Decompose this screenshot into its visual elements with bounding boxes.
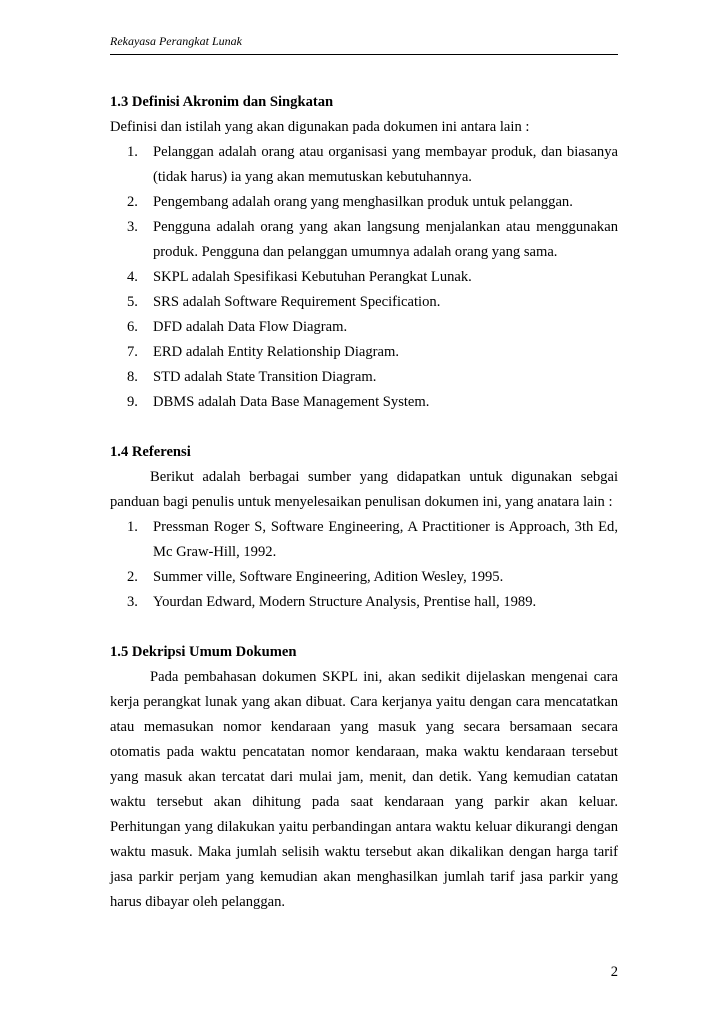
list-number: 8. [127,369,138,385]
list-text: Pengguna adalah orang yang akan langsung menjalankan atau menggunakan produk. Pengguna dan pelanggan umumnya adalah orang yang sama. [153,219,618,260]
list-text: Pelanggan adalah orang atau organisasi yang membayar produk, dan biasanya (tidak harus) ia yang akan memutuskan kebutuhannya. [153,144,618,185]
list-text: ERD adalah Entity Relationship Diagram. [153,344,400,360]
list-item [110,515,618,565]
list-item [110,190,618,215]
list-number: 4. [127,269,138,285]
list-text: SRS adalah Software Requirement Specification. [153,294,441,310]
list-text: Pressman Roger S, Software Engineering, A Practitioner is Approach, 3th Ed, Mc Graw-Hill, 1992. [153,519,618,560]
acronym-list [110,140,618,415]
list-number: 3. [127,594,138,610]
list-item [110,140,618,190]
list-text: SKPL adalah Spesifikasi Kebutuhan Perangkat Lunak. [153,269,472,285]
list-text: DBMS adalah Data Base Management System. [153,394,430,410]
list-number: 1. [127,144,138,160]
page-number: 2 [610,964,618,980]
section-1-5-body: Pada pembahasan dokumen SKPL ini, akan sedikit dijelaskan mengenai cara kerja perangkat lunak yang akan dibuat. Cara kerjanya yaitu dengan cara mencatatkan atau memasukan nomor kendaraan yang masuk yang secara bersamaan secara otomatis pada waktu pencatatan nomor kendaraan, maka waktu kendaraan tersebut yang masuk akan tercatat dari mulai jam, menit, dan detik. Yang kemudian catatan waktu tersebut akan dihitung pada saat kendaraan yang parkir akan keluar. Perhitungan yang dilakukan yaitu perbandingan antara waktu keluar dikurangi dengan waktu masuk. Maka jumlah selisih waktu tersebut akan dikalikan dengan harga tarif jasa parkir perjam yang kemudian akan menghasilkan jumlah tarif jasa parkir yang harus dibayar oleh pelanggan. [110,669,618,910]
list-number: 3. [127,219,138,235]
list-number: 6. [127,319,138,335]
list-number: 1. [127,519,138,535]
list-item [110,215,618,265]
list-number: 5. [127,294,138,310]
list-text: Summer ville, Software Engineering, Adition Wesley, 1995. [153,569,504,585]
list-item [110,590,618,615]
list-item [110,390,618,415]
reference-list [110,515,618,615]
section-1-3-intro: Definisi dan istilah yang akan digunakan pada dokumen ini antara lain : [110,119,530,135]
list-item [110,565,618,590]
running-header [110,34,618,55]
section-heading-1-4: 1.4 Referensi [110,444,191,460]
list-text: STD adalah State Transition Diagram. [153,369,377,385]
list-number: 7. [127,344,138,360]
document-body [110,90,618,915]
list-text: Pengembang adalah orang yang menghasilkan produk untuk pelanggan. [153,194,573,210]
section-heading-1-5: 1.5 Dekripsi Umum Dokumen [110,644,297,660]
list-item [110,290,618,315]
list-text: Yourdan Edward, Modern Structure Analysis, Prentise hall, 1989. [153,594,537,610]
section-heading-1-3: 1.3 Definisi Akronim dan Singkatan [110,94,334,110]
header-title: Rekayasa Perangkat Lunak [110,34,242,48]
section-1-4-intro: Berikut adalah berbagai sumber yang didapatkan untuk digunakan sebgai panduan bagi penulis untuk menyelesaikan penulisan dokumen ini, yang anatara lain : [110,469,618,510]
list-item [110,340,618,365]
list-text: DFD adalah Data Flow Diagram. [153,319,348,335]
list-number: 9. [127,394,138,410]
list-item [110,365,618,390]
list-number: 2. [127,569,138,585]
list-item [110,315,618,340]
list-item [110,265,618,290]
list-number: 2. [127,194,138,210]
